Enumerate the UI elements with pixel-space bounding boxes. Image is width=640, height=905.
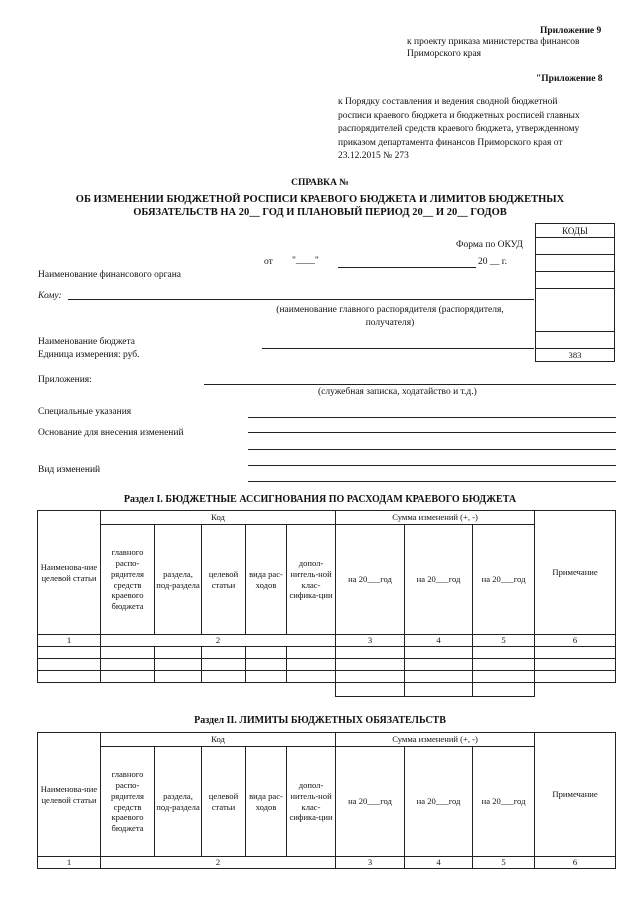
header-sum: Сумма изменений (+, -) — [336, 511, 535, 525]
to-whom-label: Кому: — [38, 291, 62, 301]
section1-title: Раздел I. БЮДЖЕТНЫЕ АССИГНОВАНИЯ ПО РАСХОДАМ КРАЕВОГО БЮДЖЕТА — [123, 494, 517, 505]
date-year: 20 __ г. — [478, 257, 507, 267]
table-row — [38, 647, 616, 659]
order-line: распорядителей средств краевого бюджета, утвержденному — [338, 124, 580, 134]
num-col-1: 1 — [38, 857, 101, 869]
code-okud — [536, 238, 615, 255]
header-extra-class: допол-нитель-ной клас-сифика-ции — [287, 747, 336, 857]
num-col-3: 3 — [336, 857, 405, 869]
order-line: 23.12.2015 № 273 — [338, 151, 409, 161]
recipient-hint-1: (наименование главного распорядителя (распорядителя, — [276, 305, 504, 315]
code-date — [536, 255, 615, 272]
attachments-line — [204, 384, 616, 385]
recipient-hint — [255, 304, 525, 330]
special-notes-line — [248, 417, 616, 418]
num-col-3: 3 — [336, 635, 405, 647]
order-line: к Порядку составления и ведения сводной бюджетной — [338, 97, 558, 107]
section2-title: Раздел II. ЛИМИТЫ БЮДЖЕТНЫХ ОБЯЗАТЕЛЬСТВ — [194, 715, 446, 726]
doc-subtitle-1: ОБ ИЗМЕНЕНИИ БЮДЖЕТНОЙ РОСПИСИ КРАЕВОГО БЮДЖЕТА И ЛИМИТОВ БЮДЖЕТНЫХ — [75, 194, 565, 205]
date-from: от — [264, 257, 273, 267]
attachments-hint: (служебная записка, ходатайство и т.д.) — [318, 387, 477, 397]
header-code: Код — [101, 733, 336, 747]
doc-title: СПРАВКА № — [291, 178, 349, 188]
appendix-line-2: Приморского края — [407, 49, 482, 59]
header-extra-class: допол-нитель-ной клас-сифика-ции — [287, 525, 336, 635]
header-note: Примечание — [535, 511, 616, 635]
basis-label: Основание для внесения изменений — [38, 428, 184, 438]
basis-line-2 — [248, 449, 616, 450]
appendix-line-1: к проекту приказа министерства финансов — [407, 37, 580, 47]
header-year-1: на 20___год — [336, 747, 405, 857]
num-col-2: 2 — [101, 857, 336, 869]
num-col-5: 5 — [473, 635, 535, 647]
code-budget — [536, 332, 615, 349]
change-type-line-2 — [248, 481, 616, 482]
okud-label: Форма по ОКУД — [456, 240, 523, 250]
code-unit: 383 — [536, 349, 615, 362]
order-line: приказом департамента финансов Приморского края от — [338, 137, 563, 148]
doc-subtitle-2: ОБЯЗАТЕЛЬСТВ НА 20__ ГОД И ПЛАНОВЫЙ ПЕРИОД 20__ И 20__ ГОДОВ — [133, 207, 507, 218]
codes-box — [535, 223, 615, 362]
header-section: раздела, под-раздела — [155, 525, 202, 635]
num-col-4: 4 — [405, 635, 473, 647]
special-notes-label: Специальные указания — [38, 407, 132, 417]
order-line: росписи краевого бюджета и бюджетных росписей главных — [338, 110, 580, 121]
num-col-2: 2 — [101, 635, 336, 647]
header-note: Примечание — [535, 733, 616, 857]
table-row — [38, 671, 616, 683]
num-col-1: 1 — [38, 635, 101, 647]
budget-name-label: Наименование бюджета — [38, 337, 135, 347]
recipient-hint-2: получателя) — [365, 318, 415, 328]
header-target: целевой статьи — [202, 747, 246, 857]
header-year-1: на 20___год — [336, 525, 405, 635]
budget-name-line — [262, 348, 534, 349]
unit-label: Единица измерения: руб. — [38, 350, 140, 360]
header-target-name: Наименова-ние целевой статьи — [38, 733, 101, 857]
header-target-name: Наименова-ние целевой статьи — [38, 511, 101, 635]
header-year-3: на 20___год — [473, 747, 535, 857]
section2-table — [37, 732, 616, 869]
change-type-label: Вид изменений — [38, 465, 101, 475]
header-expense-type: вида рас-ходов — [246, 747, 287, 857]
num-col-6: 6 — [535, 635, 616, 647]
date-month-line — [338, 267, 476, 268]
num-col-5: 5 — [473, 857, 535, 869]
appendix-number: Приложение 9 — [540, 26, 602, 36]
header-year-2: на 20___год — [405, 747, 473, 857]
date-day: "____" — [292, 256, 319, 266]
attachments-label: Приложения: — [38, 375, 92, 385]
header-sum: Сумма изменений (+, -) — [336, 733, 535, 747]
table-row — [38, 659, 616, 671]
recipient-line — [68, 299, 534, 300]
section1-table — [37, 510, 616, 697]
num-col-4: 4 — [405, 857, 473, 869]
header-code: Код — [101, 511, 336, 525]
num-col-6: 6 — [535, 857, 616, 869]
header-target: целевой статьи — [202, 525, 246, 635]
header-section: раздела, под-раздела — [155, 747, 202, 857]
order-reference — [338, 96, 628, 164]
code-recipient — [536, 289, 615, 332]
header-year-2: на 20___год — [405, 525, 473, 635]
codes-header: КОДЫ — [536, 224, 615, 238]
basis-line-1 — [248, 432, 616, 433]
header-year-3: на 20___год — [473, 525, 535, 635]
change-type-line-1 — [248, 465, 616, 466]
appendix-8: "Приложение 8 — [536, 74, 603, 84]
fin-organ-label: Наименование финансового органа — [38, 270, 182, 280]
total-row — [38, 683, 616, 697]
header-grbs: главного распо-рядителя средств краевого бюджета — [101, 747, 155, 857]
header-expense-type: вида рас-ходов — [246, 525, 287, 635]
code-fin-organ — [536, 272, 615, 289]
header-grbs: главного распо-рядителя средств краевого бюджета — [101, 525, 155, 635]
